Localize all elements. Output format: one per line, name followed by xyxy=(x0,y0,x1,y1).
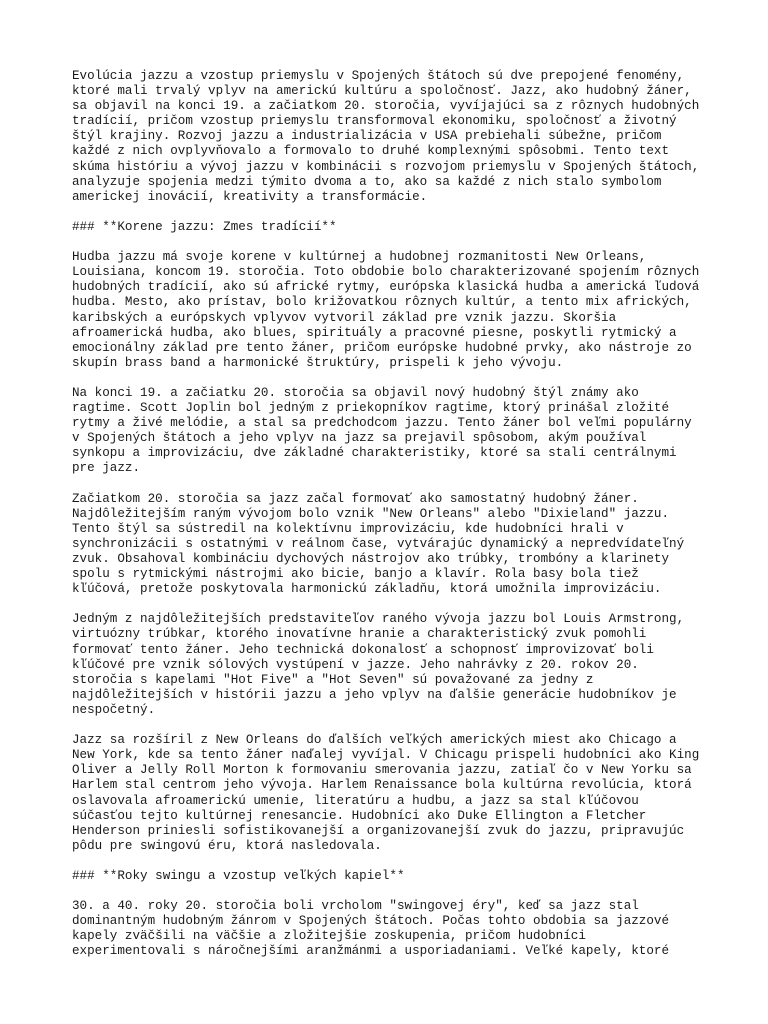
paragraph-intro: Evolúcia jazzu a vzostup priemyslu v Spojených štátoch sú dve prepojené fenomény, ktoré mali trvalý vplyv na americkú kultúru a spoločnosť. Jazz, ako hudobný žáner, sa objavil na konci 19. a začiatkom 20. storočia, vyvíjajúci sa z rôznych hudobných tradícií, pričom vzostup priemyslu transformoval ekonomiku, spoločnosť a životný štýl krajiny. Rozvoj jazzu a industrializácia v USA prebiehali súbežne, pričom každé z nich ovplyvňovalo a formovalo to druhé komplexnými spôsobmi. Tento text skúma históriu a vývoj jazzu v kombinácii s rozvojom priemyslu v Spojených štátoch, analyzuje spojenia medzi týmito dvoma a to, ako sa každé z nich stalo symbolom americkej inovácií, kreativity a transformácie. xyxy=(72,69,700,204)
paragraph-roots: Hudba jazzu má svoje korene v kultúrnej a hudobnej rozmanitosti New Orleans, Louisiana, koncom 19. storočia. Toto obdobie bolo charakterizované spojením rôznych hudobných tradícií, ako sú africké rytmy, európska klasická hudba a americká ľudová hudba. Mesto, ako prístav, bolo križovatkou rôznych kultúr, a tento mix afrických, karibských a európskych vplyvov vytvoril základ pre vznik jazzu. Skoršia afroamerická hudba, ako blues, spirituály a pracovné piesne, poskytli rytmický a emocionálny základ pre tento žáner, pričom európske hudobné prvky, ako nástroje zo skupín brass band a harmonické štruktúry, prispeli k jeho vývoju. xyxy=(72,250,700,370)
paragraph-spread: Jazz sa rozšíril z New Orleans do ďalších veľkých amerických miest ako Chicago a New York, kde sa tento žáner naďalej vyvíjal. V Chicagu prispeli hudobníci ako King Oliver a Jelly Roll Morton k formovaniu smerovania jazzu, zatiaľ čo v New Yorku sa Harlem stal centrom jeho vývoja. Harlem Renaissance bola kultúrna revolúcia, ktorá oslavovala afroamerickú umenie, literatúru a hudbu, a jazz sa stal kľúčovou súčasťou tejto kultúrnej renesancie. Hudobníci ako Duke Ellington a Fletcher Henderson priniesli sofistikovanejší a organizovanejší zvuk do jazzu, pripravujúc pôdu pre swingovú éru, ktorá nasledovala. xyxy=(72,733,700,853)
paragraph-ragtime: Na konci 19. a začiatku 20. storočia sa objavil nový hudobný štýl známy ako ragtime. Scott Joplin bol jedným z priekopníkov ragtime, ktorý prinášal zložité rytmy a živé melódie, a stal sa predchodcom jazzu. Tento žáner bol veľmi populárny v Spojených štátoch a jeho vplyv na jazz sa prejavil spôsobom, akým používal synkopu a improvizáciu, dve základné charakteristiky, ktoré sa stali centrálnymi pre jazz. xyxy=(72,385,692,476)
document-body xyxy=(72,69,712,975)
paragraph-swing: 30. a 40. roky 20. storočia boli vrcholom "swingovej éry", keď sa jazz stal dominantným hudobným žánrom v Spojených štátoch. Počas tohto obdobia sa jazzové kapely zväčšili na väčšie a zložitejšie zoskupenia, pričom hudobníci experimentovali s náročnejšími aranžmánmi a usporiadaniami. Veľké kapely, ktoré xyxy=(72,899,670,959)
paragraph-dixieland: Začiatkom 20. storočia sa jazz začal formovať ako samostatný hudobný žáner. Najdôležitejším raným vývojom bolo vznik "New Orleans" alebo "Dixieland" jazzu. Tento štýl sa sústredil na kolektívnu improvizáciu, kde hudobníci hrali v synchronizácii s ostatnými v reálnom čase, vytvárajúc dynamický a nepredvídateľný zvuk. Obsahoval kombináciu dychových nástrojov ako trúbky, trombóny a klarinety spolu s rytmickými nástrojmi ako bicie, banjo a klavír. Rola basy bola tiež kľúčová, pretože poskytovala harmonickú základňu, ktorá umožnila improvizáciu. xyxy=(72,491,685,597)
section-heading-roots: ### **Korene jazzu: Zmes tradícií** xyxy=(72,219,337,234)
paragraph-armstrong: Jedným z najdôležitejších predstaviteľov raného vývoja jazzu bol Louis Armstrong, virtuózny trúbkar, ktorého inovatívne hranie a charakteristický zvuk pomohli formovať tento žáner. Jeho technická dokonalosť a schopnosť improvizovať boli kľúčové pre vznik sólových vystúpení v jazze. Jeho nahrávky z 20. rokov 20. storočia s kapelami "Hot Five" a "Hot Seven" sú považované za jedny z najdôležitejších v histórii jazzu a jeho vplyv na ďalšie generácie hudobníkov je nespočetný. xyxy=(72,612,685,717)
section-heading-swing: ### **Roky swingu a vzostup veľkých kapiel** xyxy=(72,868,405,883)
